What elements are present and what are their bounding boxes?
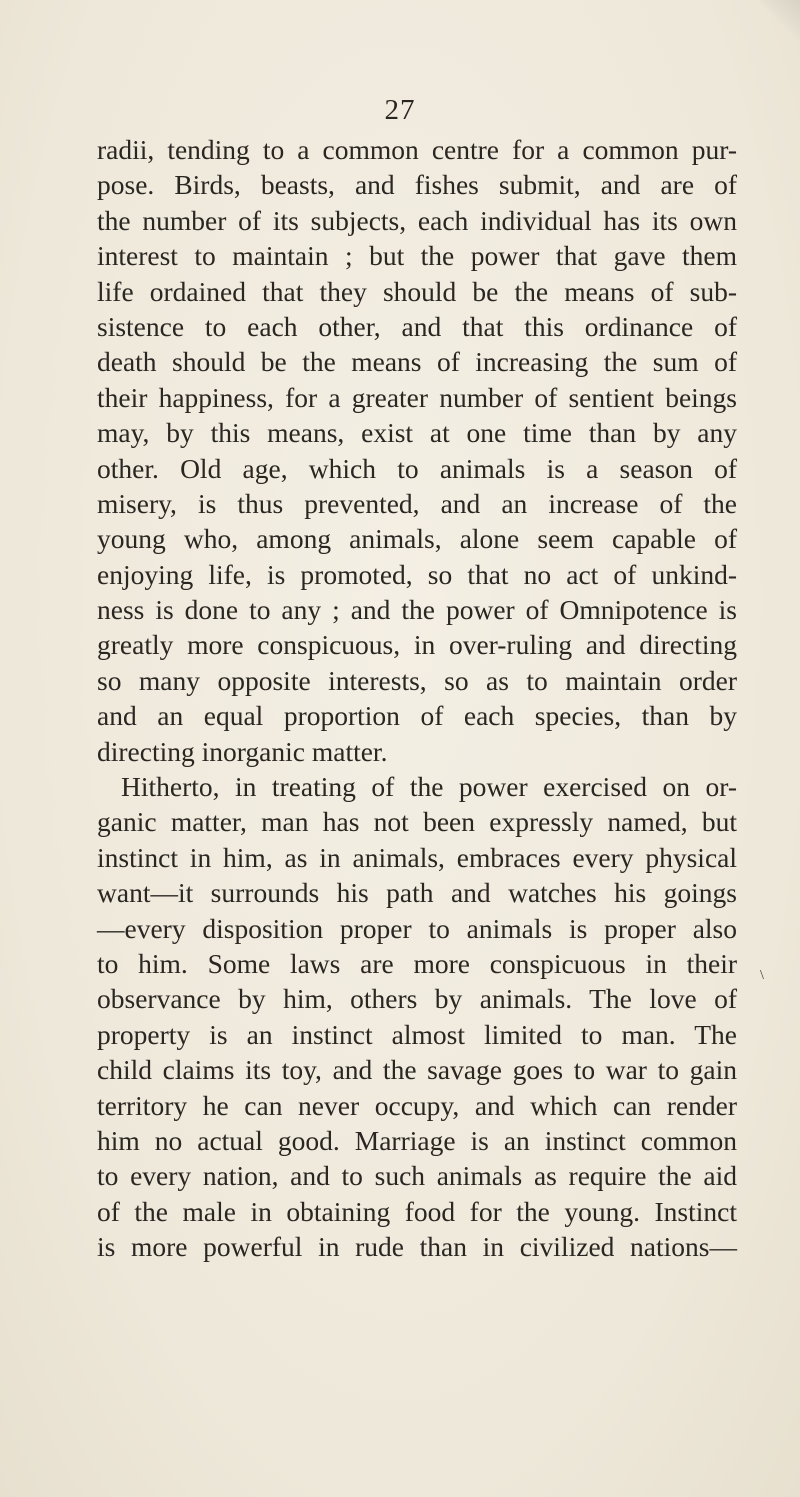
paragraph-end-line: directing inorganic matter.: [97, 735, 388, 767]
text-line: may, by this means, exist at one time than by any: [97, 417, 737, 449]
text-line: interest to maintain ; but the power that gave them: [97, 240, 737, 272]
text-line: ness is done to any ; and the power of Omnipotence is: [97, 594, 737, 626]
ink-mark: \: [760, 968, 764, 983]
text-line: sistence to each other, and that this ordinance of: [97, 310, 737, 342]
text-line: of the male in obtaining food for the young. Instinct: [97, 1195, 737, 1227]
text-line: territory he can never occupy, and which can render: [97, 1089, 737, 1121]
text-line: and an equal proportion of each species, than by: [97, 700, 737, 732]
text-line: want—it surrounds his path and watches his goings: [97, 877, 737, 909]
text-line: to him. Some laws are more conspicuous in their: [97, 947, 737, 979]
text-line: him no actual good. Marriage is an instinct common: [97, 1124, 737, 1156]
text-line: greatly more conspicuous, in over-ruling and directing: [97, 629, 737, 661]
text-line: instinct in him, as in animals, embraces every physical: [97, 841, 737, 873]
text-line: other. Old age, which to animals is a season of: [97, 452, 737, 484]
text-line: radii, tending to a common centre for a common pur-: [97, 134, 737, 165]
body-text: [97, 132, 737, 1265]
page-corner-shadow: [760, 0, 800, 40]
text-line: property is an instinct almost limited to man. The: [97, 1018, 737, 1050]
page-number: 27: [384, 94, 416, 126]
text-line: pose. Birds, beasts, and fishes submit, and are of: [97, 169, 737, 201]
text-line: so many opposite interests, so as to maintain order: [97, 664, 737, 696]
text-line: enjoying life, is promoted, so that no act of unkind-: [97, 558, 737, 590]
text-line: ganic matter, man has not been expressly named, but: [97, 806, 737, 838]
text-line: child claims its toy, and the savage goes to war to gain: [97, 1054, 737, 1086]
text-line: life ordained that they should be the means of sub-: [97, 275, 737, 307]
text-line: observance by him, others by animals. The love of: [97, 983, 737, 1015]
paragraph-start-line: Hitherto, in treating of the power exercised on or-: [121, 771, 737, 803]
text-line: misery, is thus prevented, and an increase of the: [97, 487, 737, 519]
text-line: their happiness, for a greater number of sentient beings: [97, 381, 737, 413]
text-line: the number of its subjects, each individual has its own: [97, 204, 737, 236]
text-line: is more powerful in rude than in civilized nations—: [97, 1231, 737, 1263]
text-line: to every nation, and to such animals as require the aid: [97, 1160, 737, 1192]
text-line: —every disposition proper to animals is proper also: [97, 912, 737, 944]
text-line: death should be the means of increasing the sum of: [97, 346, 737, 378]
text-line: young who, among animals, alone seem capable of: [97, 523, 737, 555]
